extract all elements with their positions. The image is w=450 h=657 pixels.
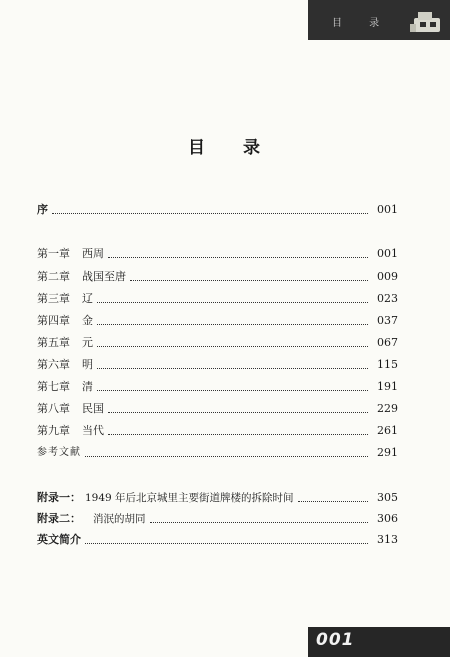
chapter-number: 第九章 xyxy=(37,424,70,437)
leader-dots xyxy=(108,256,368,258)
chapter-title: 元 xyxy=(82,336,93,349)
chapter-title: 民国 xyxy=(82,402,104,415)
toc-entry-chapter[interactable] xyxy=(37,310,398,328)
chapter-title: 当代 xyxy=(82,424,104,437)
leader-dots xyxy=(130,279,368,281)
toc-page-number: 115 xyxy=(377,358,398,371)
chapter-number: 第八章 xyxy=(37,402,70,415)
footer-page-number: 001 xyxy=(316,630,355,650)
chapter-number: 第五章 xyxy=(37,336,70,349)
toc-entry-appendix[interactable] xyxy=(37,508,398,526)
toc-entry-chapter[interactable] xyxy=(37,420,398,438)
leader-dots xyxy=(108,433,368,435)
header-label: 目 录 xyxy=(332,18,392,29)
leader-dots xyxy=(97,345,368,347)
toc-page-number: 313 xyxy=(377,533,398,546)
chapter-number: 第三章 xyxy=(37,292,70,305)
toc-entry-chapter[interactable] xyxy=(37,398,398,416)
leader-dots xyxy=(97,301,368,303)
toc-page-number: 009 xyxy=(377,270,398,283)
toc-page-number: 305 xyxy=(377,491,398,504)
page-title: 目 录 xyxy=(188,138,276,158)
chapter-number: 第四章 xyxy=(37,314,70,327)
toc-page-number: 291 xyxy=(377,446,398,459)
leader-dots xyxy=(52,212,368,214)
chapter-number: 第六章 xyxy=(37,358,70,371)
leader-dots xyxy=(150,521,369,523)
toc-entry-chapter[interactable] xyxy=(37,266,398,284)
toc-entry-chapter[interactable] xyxy=(37,332,398,350)
chapter-number: 第七章 xyxy=(37,380,70,393)
leader-dots xyxy=(97,389,368,391)
toc-page-number: 023 xyxy=(377,292,398,305)
toc-entry-preface[interactable] xyxy=(37,199,398,217)
toc-page-number: 191 xyxy=(377,380,398,393)
chapter-title: 明 xyxy=(82,358,93,371)
ornament-icon xyxy=(408,4,444,36)
chapter-number: 第二章 xyxy=(37,270,70,283)
toc-entry-chapter[interactable] xyxy=(37,354,398,372)
appendix-title: 消泯的胡同 xyxy=(93,513,146,525)
toc-page-number: 067 xyxy=(377,336,398,349)
chapter-title: 清 xyxy=(82,380,93,393)
toc-entry-chapter[interactable] xyxy=(37,288,398,306)
chapter-number: 第一章 xyxy=(37,247,70,260)
toc-page-number: 261 xyxy=(377,424,398,437)
leader-dots xyxy=(97,323,368,325)
chapter-title: 辽 xyxy=(82,292,93,305)
toc-page-number: 001 xyxy=(377,247,398,260)
toc-page-number: 001 xyxy=(377,203,398,216)
toc-page-number: 037 xyxy=(377,314,398,327)
chapter-title: 西周 xyxy=(82,247,104,260)
toc-label: 英文简介 xyxy=(37,533,81,546)
toc-page-number: 229 xyxy=(377,402,398,415)
toc-label: 参考文献 xyxy=(37,447,81,458)
toc-entry-chapter[interactable] xyxy=(37,376,398,394)
toc-entry-appendix[interactable] xyxy=(37,487,398,505)
chapter-title: 战国至唐 xyxy=(82,270,126,283)
appendix-label: 附录一： xyxy=(37,491,81,504)
toc-entry-english-summary[interactable] xyxy=(37,529,398,547)
leader-dots xyxy=(97,367,368,369)
toc-label: 序 xyxy=(37,203,48,216)
leader-dots xyxy=(85,542,368,544)
leader-dots xyxy=(298,500,368,502)
toc-page-number: 306 xyxy=(377,512,398,525)
chapter-title: 金 xyxy=(82,314,93,327)
toc-entry-references[interactable] xyxy=(37,442,398,460)
appendix-label: 附录二： xyxy=(37,512,81,525)
appendix-title: 1949 年后北京城里主要街道牌楼的拆除时间 xyxy=(85,492,294,504)
leader-dots xyxy=(85,455,368,457)
toc-entry-chapter[interactable] xyxy=(37,243,398,261)
leader-dots xyxy=(108,411,368,413)
